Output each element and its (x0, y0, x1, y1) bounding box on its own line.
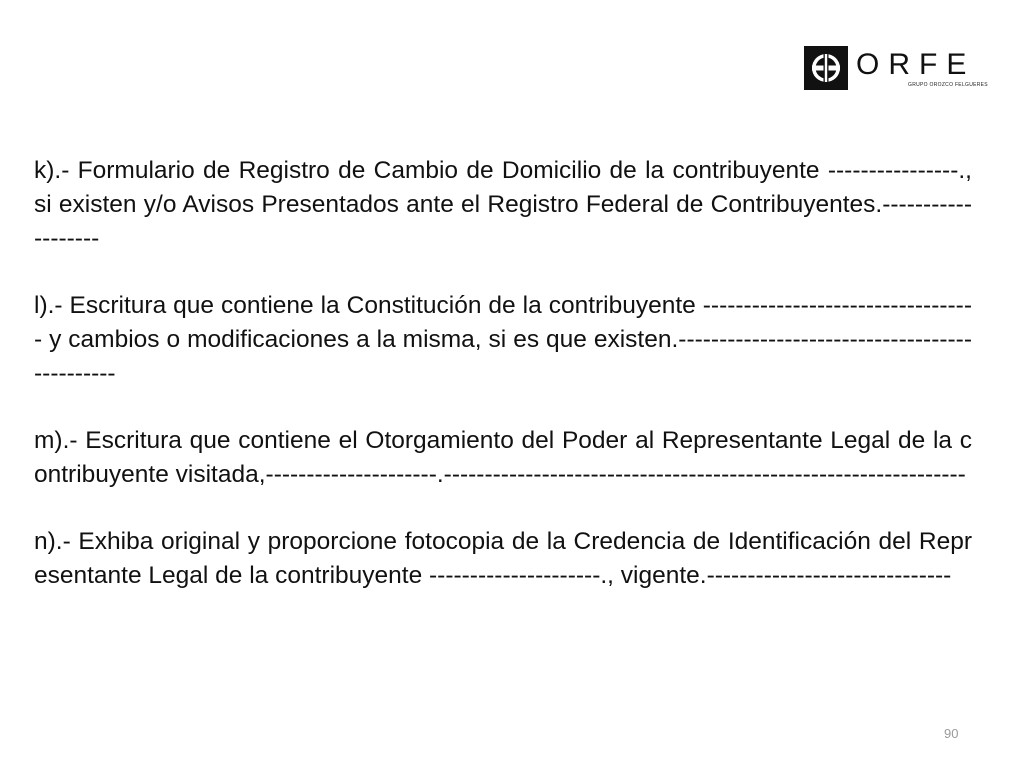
paragraph-m: m).- Escritura que contiene el Otorgamiento del Poder al Representante Legal de la contribuyente visitada,---------------------.---------------------------------------------------------------- (34, 427, 972, 488)
orfe-logo (802, 44, 988, 92)
page-number: 90 (944, 726, 959, 741)
document-body (34, 154, 972, 626)
logo-wordmark: ORFE (856, 48, 976, 81)
paragraph-l: l).- Escritura que contiene la Constitución de la contribuyente ---------------------------------- y cambios o modificaciones a la misma, si es que existen.---------------------------------------------- (34, 292, 972, 387)
paragraph-n: n).- Exhiba original y proporcione fotocopia de la Credencia de Identificación del Representante Legal de la contribuyente ---------------------., vigente.------------------------------ (34, 528, 972, 589)
paragraph-k: k).- Formulario de Registro de Cambio de Domicilio de la contribuyente ----------------., si existen y/o Avisos Presentados ante el Registro Federal de Contribuyentes.------------------- (34, 157, 972, 252)
logo-tagline: GRUPO OROZCO FELGUERES (908, 82, 988, 88)
orfe-emblem-icon (804, 46, 848, 90)
